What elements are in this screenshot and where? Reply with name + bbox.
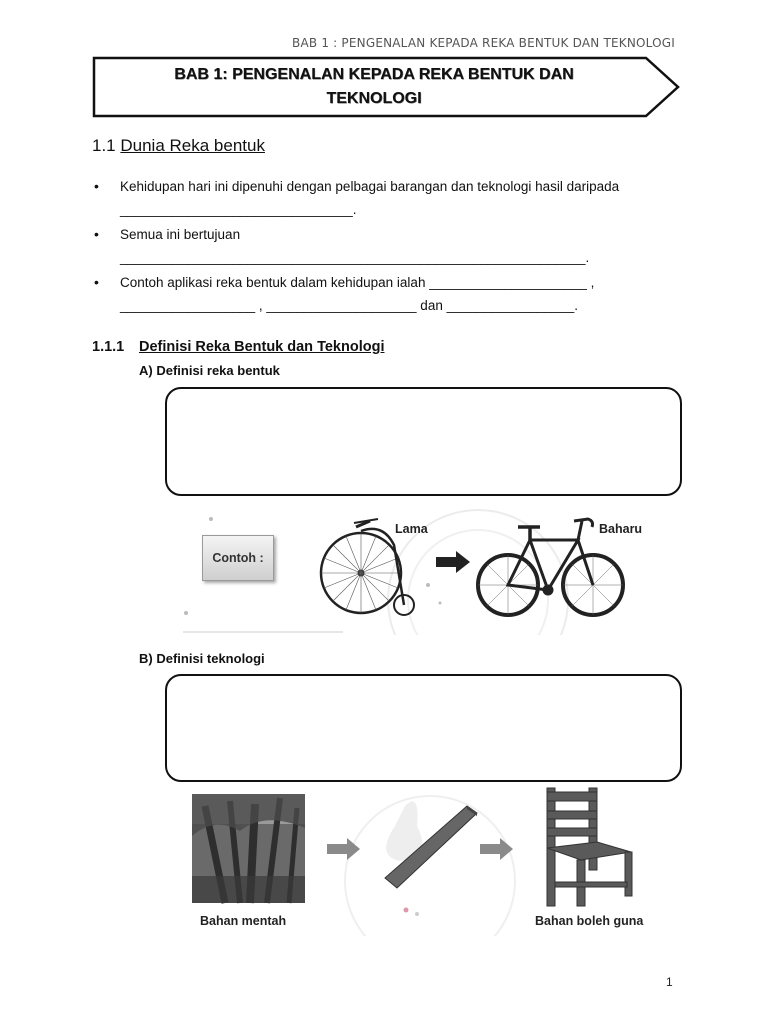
running-header: BAB 1 : PENGENALAN KEPADA REKA BENTUK DAN TEKNOLOGI	[292, 36, 675, 50]
blank-line: __________________ , ____________________ dan _________________.	[120, 298, 578, 313]
label-old: Lama	[395, 522, 428, 536]
subsection-heading	[92, 339, 384, 355]
technology-example-figure	[185, 786, 685, 936]
section-title: Dunia Reka bentuk	[120, 136, 265, 155]
bullet-icon: •	[94, 178, 99, 194]
label-raw-material: Bahan mentah	[200, 914, 287, 928]
section-number: 1.1	[92, 136, 116, 155]
label-usable-material: Bahan boleh guna	[535, 914, 644, 928]
definition-a-heading: A) Definisi reka bentuk	[139, 363, 280, 378]
definition-b-answer-box[interactable]	[165, 674, 682, 782]
list-item	[92, 271, 692, 317]
label-new: Baharu	[599, 522, 643, 536]
section-heading	[92, 136, 265, 156]
title-banner	[92, 56, 682, 118]
list-item	[92, 223, 692, 269]
definition-b-heading: B) Definisi teknologi	[139, 651, 265, 666]
page-number: 1	[666, 975, 673, 989]
blank-line: _______________________________.	[120, 202, 357, 217]
bullet-icon: •	[94, 274, 99, 290]
chapter-title	[92, 63, 656, 111]
bullet-list	[92, 175, 692, 319]
contoh-label-button: Contoh :	[202, 535, 274, 581]
list-item	[92, 175, 692, 221]
chapter-title-line-2: TEKNOLOGI	[326, 90, 422, 107]
bicycle-example-figure	[178, 505, 678, 635]
definition-a-answer-box[interactable]	[165, 387, 682, 496]
chapter-title-line-1: BAB 1: PENGENALAN KEPADA REKA BENTUK DAN	[174, 66, 574, 83]
list-item-line: Semua ini bertujuan	[120, 227, 241, 242]
subsection-number: 1.1.1	[92, 339, 125, 355]
arrow-right-icon	[480, 838, 513, 860]
arrow-right-icon	[436, 551, 470, 573]
forest-raw-material-image	[192, 794, 305, 903]
subsection-title: Definisi Reka Bentuk dan Teknologi	[139, 339, 385, 355]
list-item-line: Contoh aplikasi reka bentuk dalam kehidupan ialah _____________________ ,	[120, 275, 595, 290]
bullet-icon: •	[94, 226, 99, 242]
blank-line: ______________________________________________________________.	[120, 250, 590, 265]
chair-icon	[547, 788, 632, 906]
list-item-line: Kehidupan hari ini dipenuhi dengan pelbagai barangan dan teknologi hasil daripada	[120, 179, 620, 194]
